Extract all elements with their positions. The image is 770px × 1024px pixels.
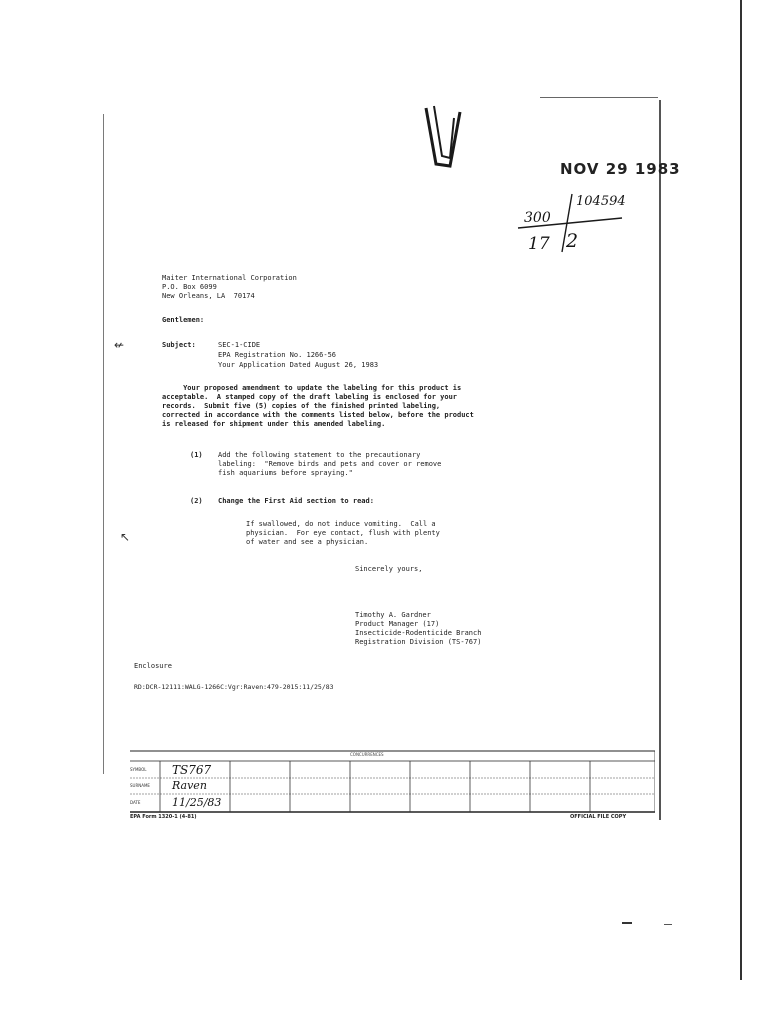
- signer-division: Registration Division (TS-767): [355, 638, 482, 646]
- official-file-copy-label: OFFICIAL FILE COPY: [570, 814, 627, 820]
- margin-mark: ↖: [120, 530, 131, 544]
- handwritten-code-bottom-right: 2: [566, 230, 579, 252]
- scan-far-edge: [740, 0, 742, 980]
- item-line: Change the First Aid section to read:: [218, 497, 374, 505]
- date-row-label: DATE: [130, 800, 141, 805]
- body-line: corrected in accordance with the comments listed below, before the product: [162, 411, 474, 419]
- address-line: New Orleans, LA 70174: [162, 292, 255, 300]
- page-top-edge: [540, 97, 658, 98]
- surname-row-label: SURNAME: [130, 783, 150, 788]
- subject-label: Subject:: [162, 341, 196, 349]
- handwritten-code-bottom-left: 17: [528, 234, 550, 254]
- body-line: records. Submit five (5) copies of the finished printed labeling,: [162, 402, 441, 410]
- address-line: Maiter International Corporation: [162, 274, 297, 282]
- handwritten-code-top-left: 300: [524, 210, 551, 226]
- scan-dash: [622, 922, 632, 924]
- symbol-value: TS767: [172, 763, 212, 777]
- routing-line: RD:DCR-12111:WALG-1266C:Vgr:Raven:479-2015:11/25/83: [134, 683, 334, 691]
- subject-line: SEC-1-CIDE: [218, 341, 261, 349]
- subject-line: EPA Registration No. 1266-56: [218, 351, 337, 359]
- concurrences-grid: [130, 748, 655, 820]
- date-value: 11/25/83: [172, 796, 222, 809]
- address-line: P.O. Box 6099: [162, 283, 217, 291]
- signer-branch: Insecticide-Rodenticide Branch: [355, 629, 482, 637]
- closing: Sincerely yours,: [355, 565, 423, 573]
- page-right-edge: [659, 100, 661, 820]
- item-number: (1): [190, 451, 203, 459]
- page-left-edge: [103, 114, 104, 774]
- signer-title: Product Manager (17): [355, 620, 440, 628]
- item-number: (2): [190, 497, 203, 505]
- scan-dash: [664, 924, 672, 925]
- handwritten-code-top-right: 104594: [576, 194, 626, 209]
- signer-name: Timothy A. Gardner: [355, 611, 431, 619]
- surname-value: Raven: [172, 779, 207, 792]
- form-number: EPA Form 1320-1 (4-81): [130, 814, 197, 820]
- salutation: Gentlemen:: [162, 316, 205, 324]
- concurrences-title: CONCURRENCES: [350, 752, 384, 757]
- received-date-stamp: NOV 29 1983: [560, 160, 681, 178]
- body-line: acceptable. A stamped copy of the draft labeling is enclosed for your: [162, 393, 458, 401]
- paper-clip-icon: [420, 100, 466, 170]
- item-line: labeling: "Remove birds and pets and cover or remove: [218, 460, 442, 468]
- symbol-row-label: SYMBOL: [130, 767, 147, 772]
- item-line: fish aquariums before spraying.": [218, 469, 353, 477]
- item-line: Add the following statement to the precautionary: [218, 451, 421, 459]
- first-aid-line: physician. For eye contact, flush with plenty: [246, 529, 440, 537]
- margin-mark: ↚: [114, 338, 125, 352]
- body-line: Your proposed amendment to update the labeling for this product is: [162, 384, 462, 392]
- concurrences-table: [130, 748, 655, 820]
- subject-line: Your Application Dated August 26, 1983: [218, 361, 379, 369]
- first-aid-line: of water and see a physician.: [246, 538, 369, 546]
- body-line: is released for shipment under this amended labeling.: [162, 420, 386, 428]
- enclosure-note: Enclosure: [134, 662, 172, 670]
- first-aid-line: If swallowed, do not induce vomiting. Call a: [246, 520, 436, 528]
